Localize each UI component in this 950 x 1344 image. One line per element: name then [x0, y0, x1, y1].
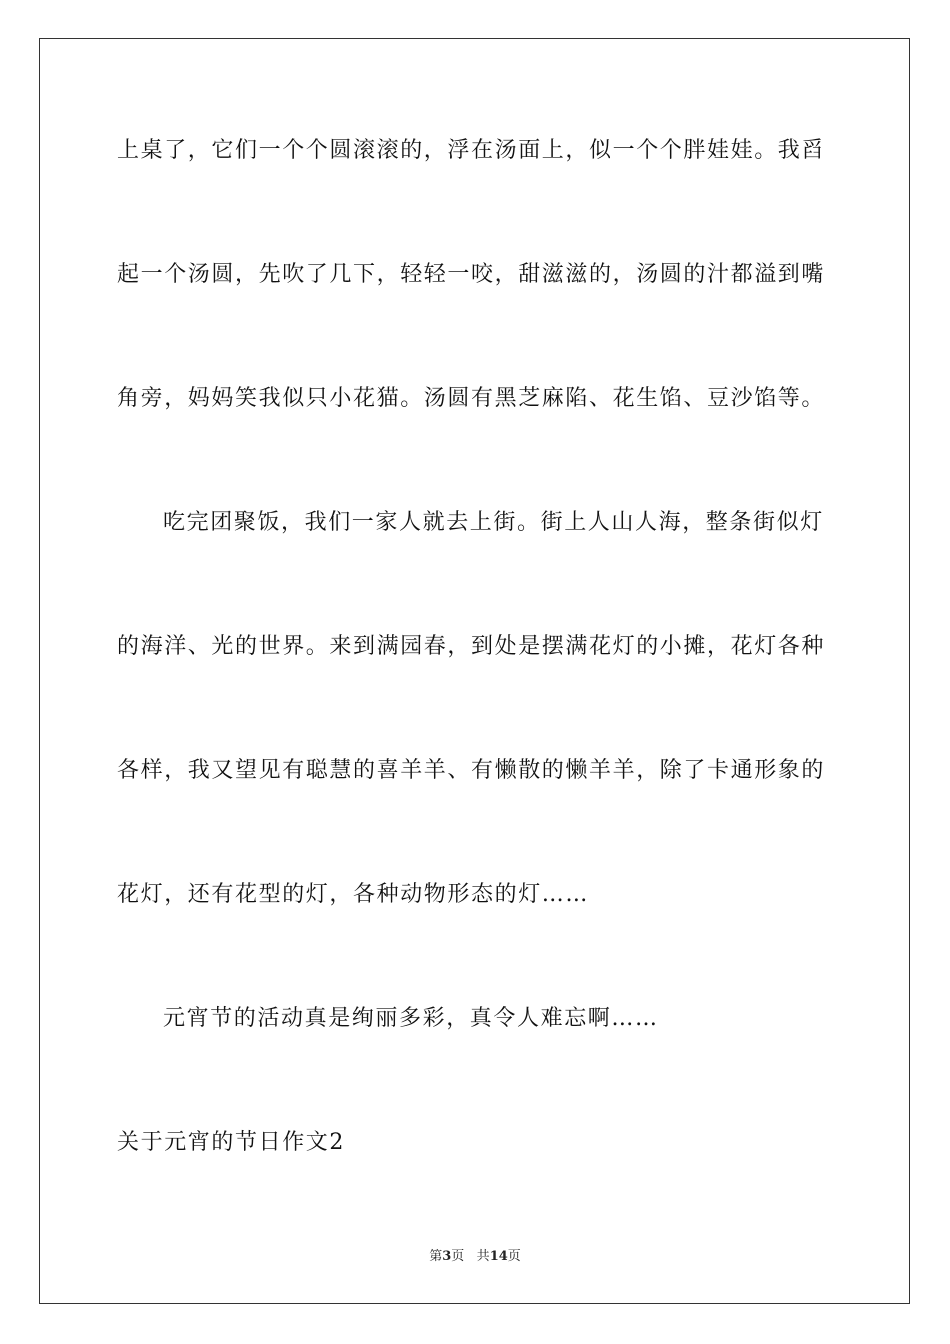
footer-page-prefix: 第	[429, 1249, 443, 1264]
footer-page-number: 3	[442, 1249, 452, 1264]
footer-page-suffix: 页	[451, 1249, 465, 1264]
page-frame	[39, 38, 910, 1304]
body-line-6: 各样，我又望见有聪慧的喜羊羊、有懒散的懒羊羊，除了卡通形象的	[117, 758, 826, 783]
footer-total-prefix: 共	[476, 1249, 490, 1264]
body-line-7: 花灯，还有花型的灯，各种动物形态的灯……	[117, 882, 590, 907]
body-line-3: 角旁，妈妈笑我似只小花猫。汤圆有黑芝麻陷、花生馅、豆沙馅等。	[117, 386, 826, 411]
section-heading: 关于元宵的节日作文2	[117, 1130, 345, 1155]
body-line-2: 起一个汤圆，先吹了几下，轻轻一咬，甜滋滋的，汤圆的汁都溢到嘴	[117, 262, 826, 287]
footer-total-suffix: 页	[507, 1249, 521, 1264]
page-footer	[0, 1248, 950, 1266]
body-line-8: 元宵节的活动真是绚丽多彩，真令人难忘啊……	[163, 1006, 659, 1031]
body-line-4: 吃完团聚饭，我们一家人就去上街。街上人山人海，整条街似灯	[163, 510, 824, 535]
body-line-1: 上桌了，它们一个个圆滚滚的，浮在汤面上，似一个个胖娃娃。我舀	[117, 138, 826, 163]
footer-total-pages: 14	[489, 1249, 508, 1264]
body-line-5: 的海洋、光的世界。来到满园春，到处是摆满花灯的小摊，花灯各种	[117, 634, 826, 659]
